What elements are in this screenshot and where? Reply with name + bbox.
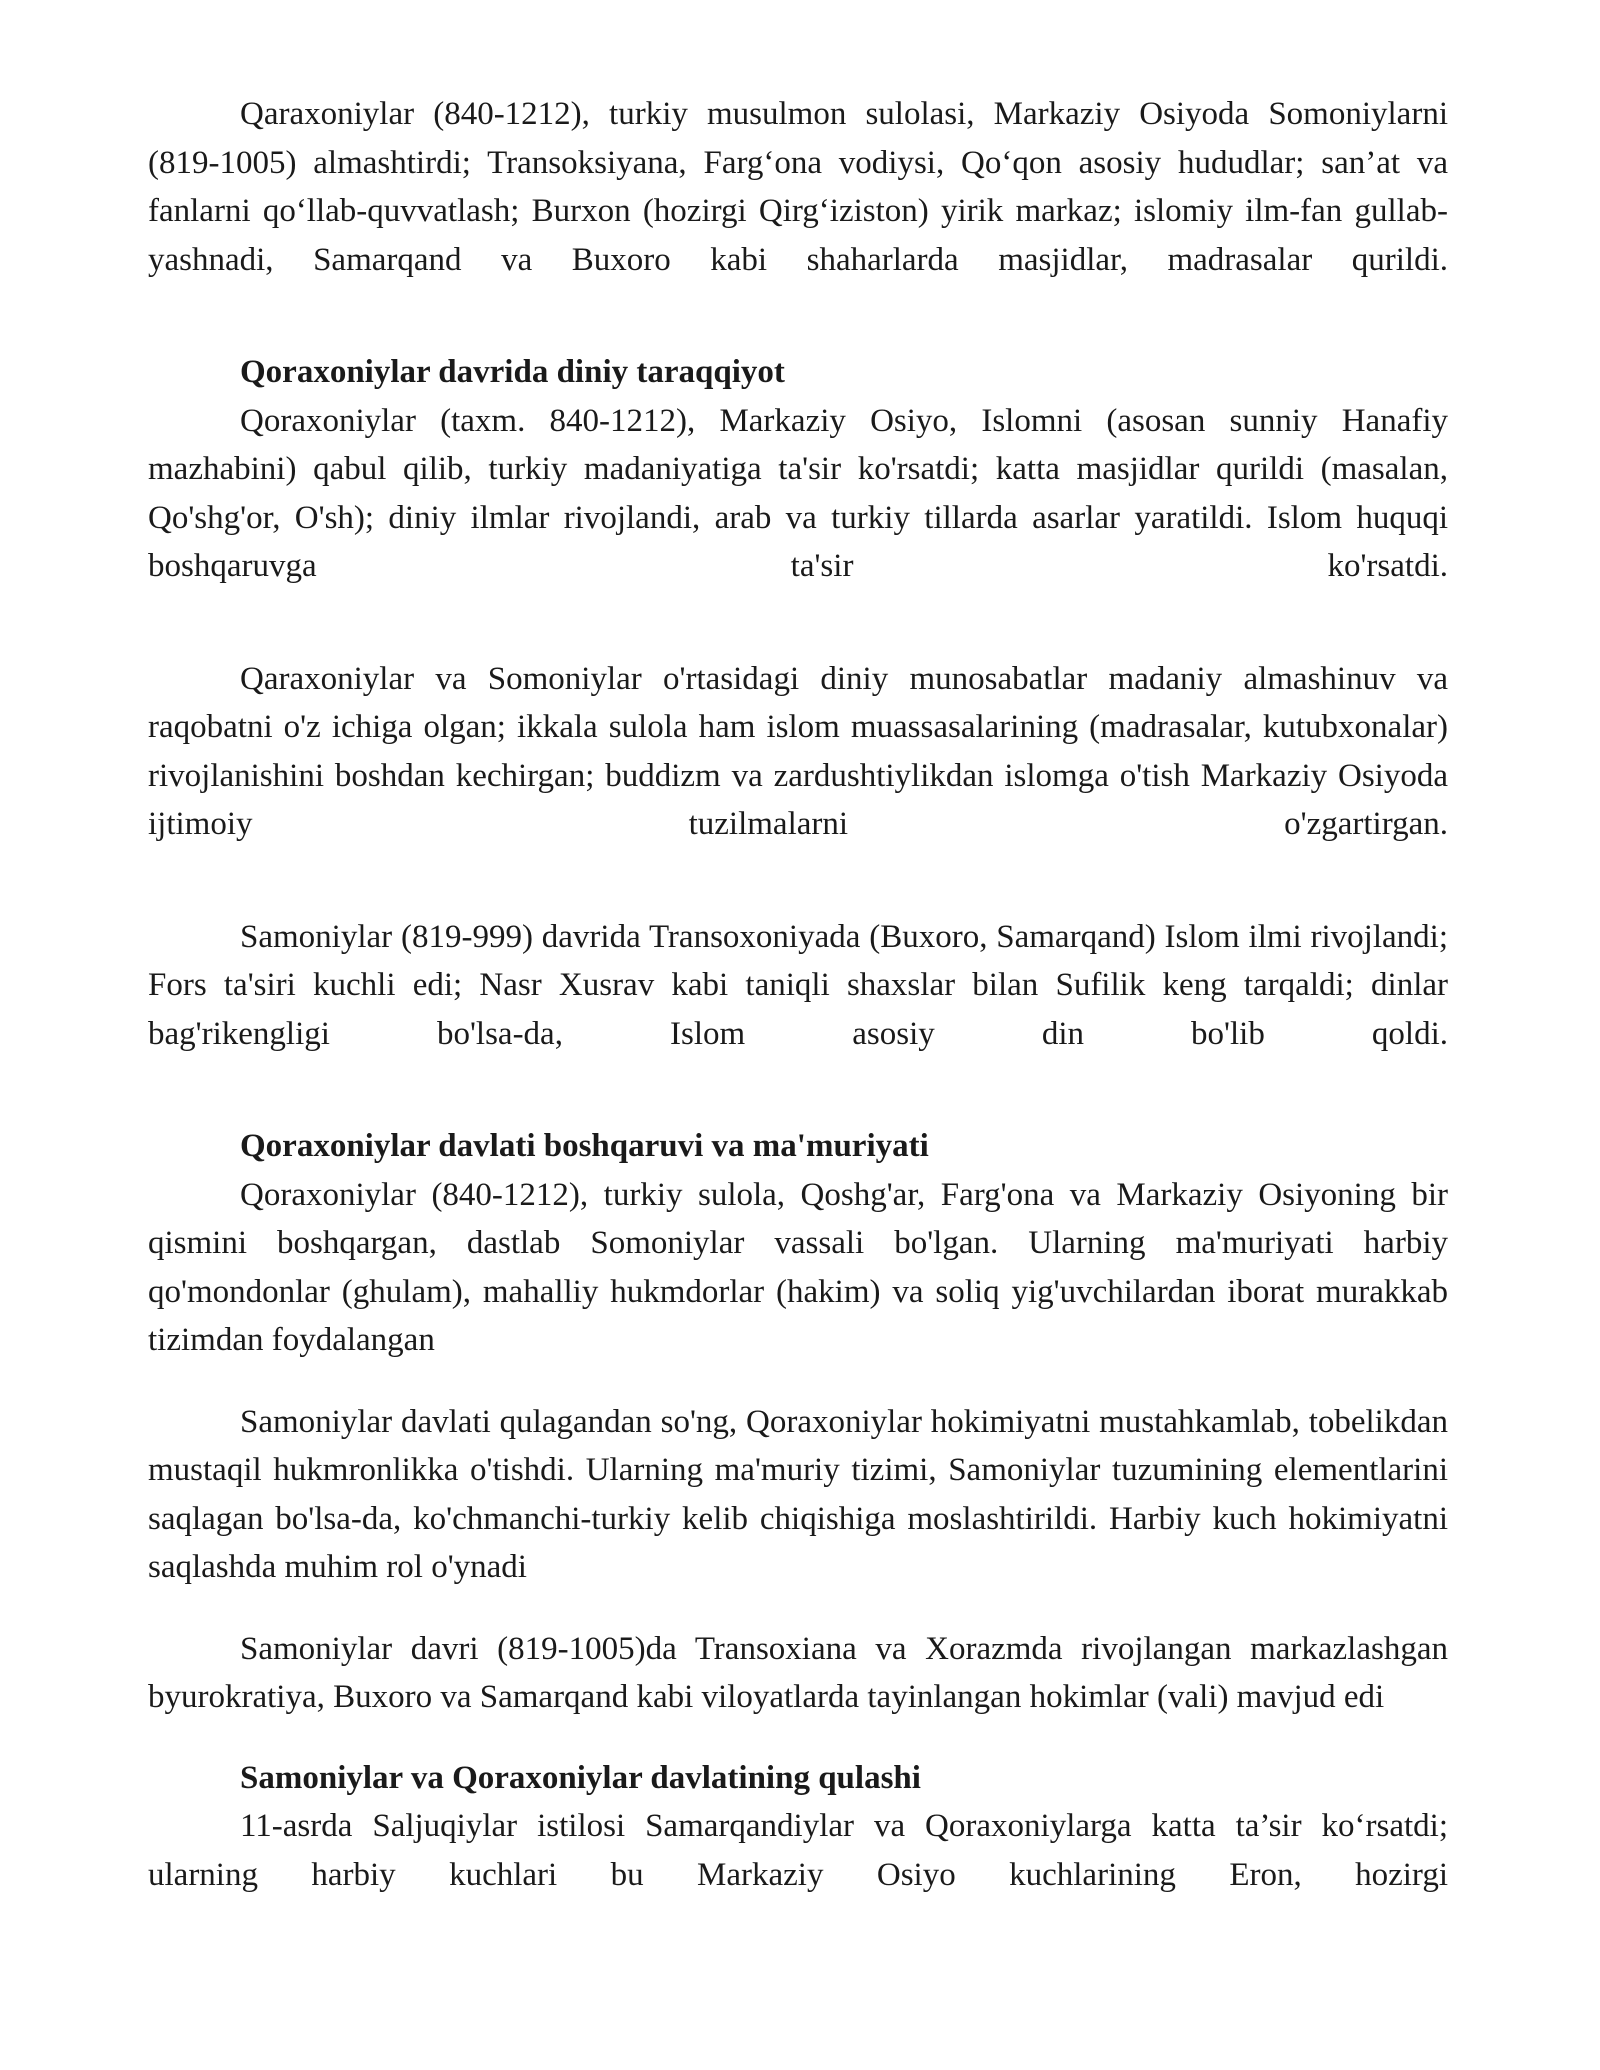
paragraph-religious-development: Qoraxoniylar (taxm. 840-1212), Markaziy Osiyo, Islomni (asosan sunniy Hanafiy mazhabini) qabul qilib, turkiy madaniyatiga ta'sir ko'rsatdi; katta masjidlar qurildi (masalan, Qo'shg'or, O'sh); diniy ilmlar rivojlandi, arab va turkiy tillarda asarlar yaratildi. Islom huquqi boshqaruvga ta'sir ko'rsatdi. xyxy=(148,402,1448,584)
paragraph-saljuq-invasion: 11-asrda Saljuqiylar istilosi Samarqandiylar va Qoraxoniylarga katta ta’sir ko‘rsatdi; ularning harbiy kuchlari bu Markaziy Osiyo kuchlarining Eron, hozirgi xyxy=(148,1808,1448,1893)
paragraph-independence: Samoniylar davlati qulagandan so'ng, Qoraxoniylar hokimiyatni mustahkamlab, tobelikdan mustaqil hukmronlikka o'tishdi. Ularning ma'muriy tizimi, Samoniylar tuzumining elementlarini saqlagan bo'lsa-da, ko'chmanchi-turkiy kelib chiqishiga moslashtirildi. Harbiy kuch hokimiyatni saqlashda muhim rol o'ynadi xyxy=(148,1403,1448,1585)
paragraph-administration: Qoraxoniylar (840-1212), turkiy sulola, Qoshg'ar, Farg'ona va Markaziy Osiyoning bir qismini boshqargan, dastlab Somoniylar vassali bo'lgan. Ularning ma'muriyati harbiy qo'mondonlar (ghulam), mahalliy hukmdorlar (hakim) va soliq yig'uvchilardan iborat murakkab tizimdan foydalangan xyxy=(148,1176,1448,1358)
paragraph-samoniylar-bureaucracy: Samoniylar davri (819-1005)da Transoxiana va Xorazmda rivojlangan markazlashgan byurokratiya, Buxoro va Samarqand kabi viloyatlarda tayinlangan hokimlar (vali) mavjud edi xyxy=(148,1630,1448,1715)
heading-collapse: Samoniylar va Qoraxoniylar davlatining qulashi xyxy=(240,1759,921,1796)
paragraph-qaraxoniylar-intro: Qaraxoniylar (840-1212), turkiy musulmon sulolasi, Markaziy Osiyoda Somoniylarni (819-1005) almashtirdi; Transoksiyana, Farg‘ona vodiysi, Qo‘qon asosiy hududlar; san’at va fanlarni qo‘llab-quvvatlash; Burxon (hozirgi Qirg‘iziston) yirik markaz; islomiy ilm-fan gullab-yashnadi, Samarqand va Buxoro kabi shaharlarda masjidlar, madrasalar qurildi. xyxy=(148,96,1448,278)
heading-religious-development: Qoraxoniylar davrida diniy taraqqiyot xyxy=(240,354,785,390)
paragraph-samoniylar-islam: Samoniylar (819-999) davrida Transoxoniyada (Buxoro, Samarqand) Islom ilmi rivojlandi; Fors ta'siri kuchli edi; Nasr Xusrav kabi taniqli shaxslar bilan Sufilik keng tarqaldi; dinlar bag'rikengligi bo'lsa-da, Islom asosiy din bo'lib qoldi. xyxy=(148,918,1448,1052)
paragraph-religious-relations: Qaraxoniylar va Somoniylar o'rtasidagi diniy munosabatlar madaniy almashinuv va raqobatni o'z ichiga olgan; ikkala sulola ham islom muassasalarining (madrasalar, kutubxonalar) rivojlanishini boshdan kechirgan; buddizm va zardushtiylikdan islomga o'tish Markaziy Osiyoda ijtimoiy tuzilmalarni o'zgartirgan. xyxy=(148,660,1448,842)
document-page xyxy=(148,90,1448,1899)
heading-administration: Qoraxoniylar davlati boshqaruvi va ma'muriyati xyxy=(240,1128,929,1164)
